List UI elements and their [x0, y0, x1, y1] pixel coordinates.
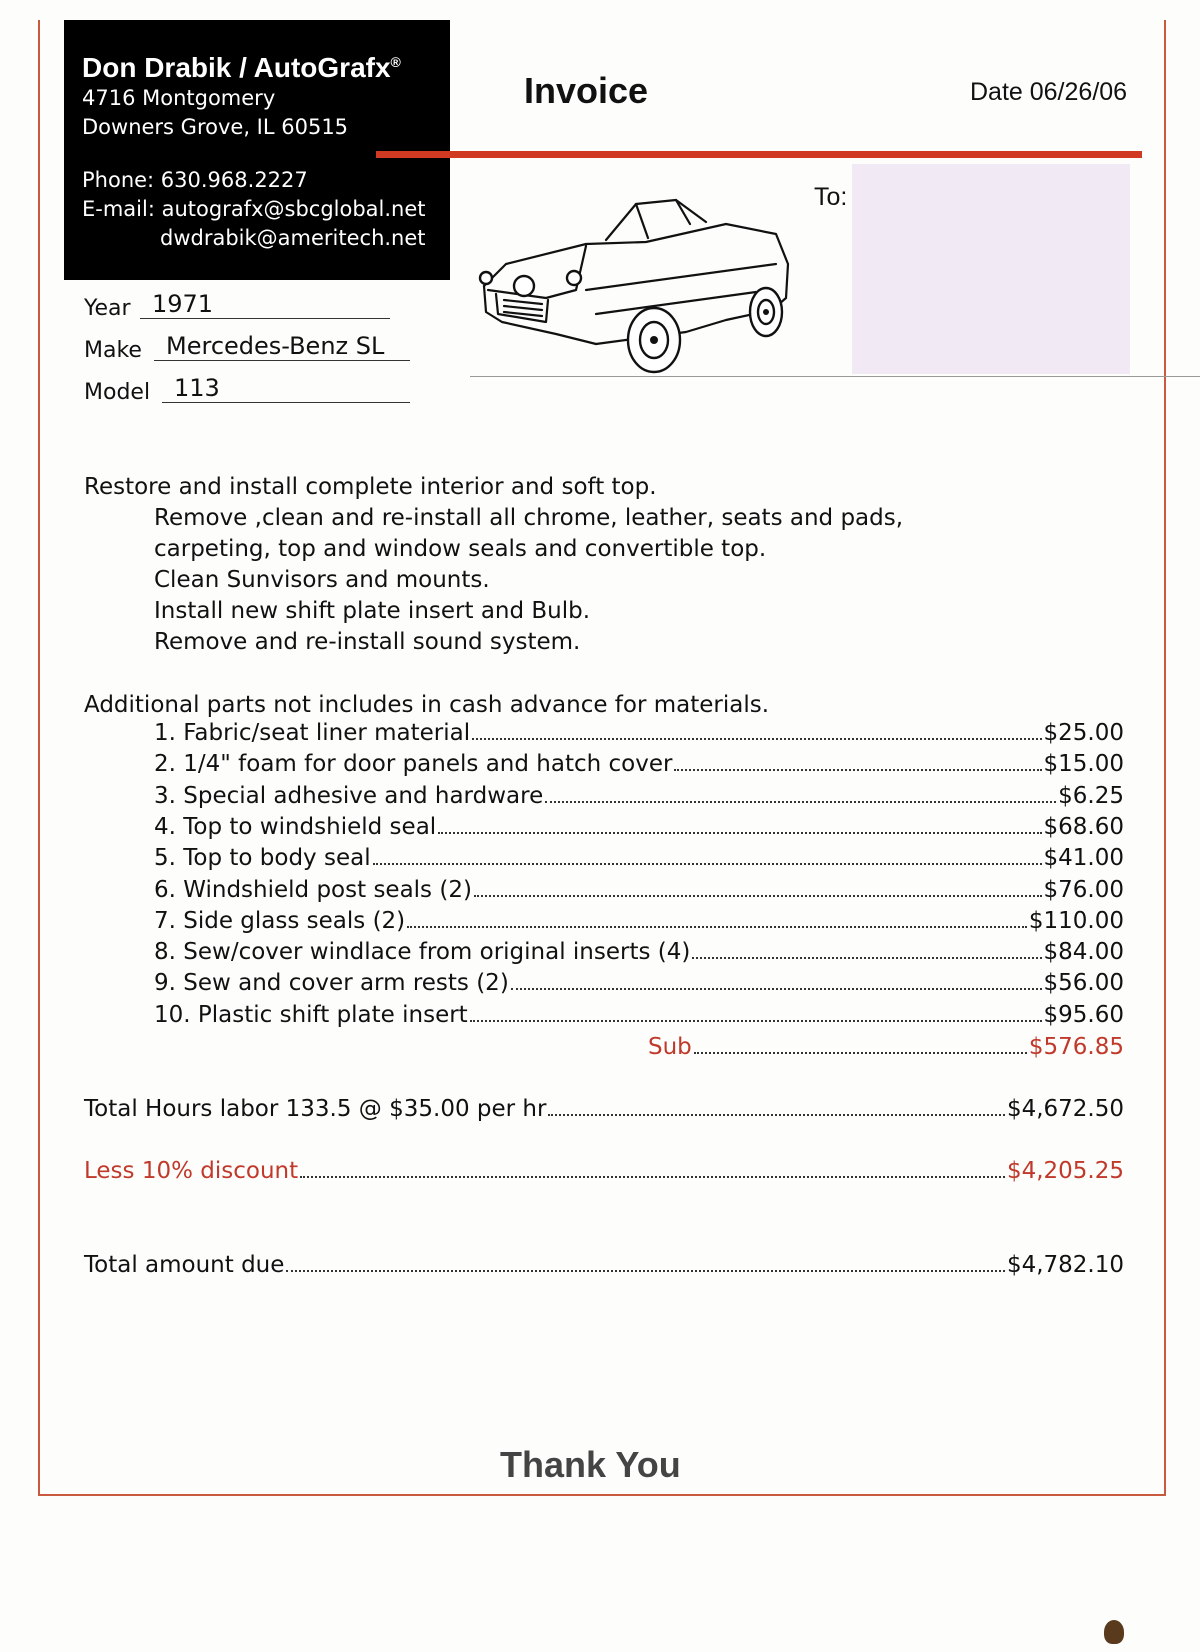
- total-label: Total amount due: [84, 1252, 285, 1278]
- part-price: $15.00: [1043, 751, 1124, 778]
- part-price: $84.00: [1043, 939, 1124, 966]
- part-row: [154, 877, 1124, 903]
- labor-value: $4,672.50: [1006, 1096, 1124, 1122]
- parts-heading: Additional parts not includes in cash advance for materials.: [84, 692, 770, 718]
- part-price: $68.60: [1043, 813, 1124, 840]
- paper-stain: [1104, 1620, 1124, 1644]
- part-row: [154, 783, 1124, 809]
- labor-label: Total Hours labor 133.5 @ $35.00 per hr: [84, 1096, 547, 1122]
- part-price: $25.00: [1043, 720, 1124, 746]
- part-price: $56.00: [1043, 970, 1124, 997]
- header-bottom-line: [470, 376, 1200, 377]
- part-label: 3. Special adhesive and hardware: [154, 782, 544, 809]
- thank-you: Thank You: [500, 1444, 681, 1485]
- part-label: 4. Top to windshield seal: [154, 813, 437, 840]
- discount-row: [84, 1158, 1124, 1184]
- part-row: [154, 1002, 1124, 1028]
- frame-bottom-line: [38, 1494, 1166, 1496]
- company-email-1: E-mail: autografx@sbcglobal.net: [82, 197, 426, 221]
- total-value: $4,782.10: [1006, 1252, 1124, 1278]
- part-label: 7. Side glass seals (2): [154, 907, 406, 934]
- company-phone: Phone: 630.968.2227: [82, 168, 308, 192]
- discount-value: $4,205.25: [1006, 1158, 1124, 1184]
- company-header: [64, 20, 450, 280]
- year-label: Year: [84, 296, 131, 321]
- part-row: [154, 751, 1124, 777]
- convertible-car-illustration: [476, 194, 796, 390]
- header-red-rule: [376, 151, 1142, 158]
- part-label: 6. Windshield post seals (2): [154, 876, 472, 903]
- part-label: 10. Plastic shift plate insert: [154, 1001, 468, 1028]
- part-row: [154, 814, 1124, 840]
- discount-label: Less 10% discount: [84, 1158, 299, 1184]
- company-address-1: 4716 Montgomery: [82, 86, 276, 110]
- subtotal-label: Sub: [648, 1034, 692, 1060]
- frame-right-line: [1164, 20, 1166, 1496]
- part-price: $41.00: [1043, 845, 1124, 872]
- part-row: [154, 908, 1124, 934]
- part-label: 8. Sew/cover windlace from original inserts (4): [154, 939, 691, 966]
- part-price: $95.60: [1043, 1001, 1124, 1028]
- part-row: [154, 939, 1124, 965]
- make-value: Mercedes-Benz SL: [154, 332, 410, 361]
- invoice-date: Date 06/26/06: [970, 78, 1128, 106]
- model-value: 113: [162, 374, 410, 403]
- work-item: Clean Sunvisors and mounts.: [154, 567, 490, 593]
- part-row: [154, 970, 1124, 996]
- subtotal-value: $576.85: [1028, 1034, 1124, 1060]
- to-label: To:: [814, 183, 848, 211]
- frame-left-line: [38, 20, 40, 1496]
- work-item: Install new shift plate insert and Bulb.: [154, 598, 591, 624]
- make-label: Make: [84, 338, 142, 363]
- company-name: Don Drabik / AutoGrafx®: [82, 52, 401, 83]
- work-heading: Restore and install complete interior and soft top.: [84, 474, 657, 500]
- part-label: 2. 1/4" foam for door panels and hatch cover: [154, 751, 673, 778]
- company-address-2: Downers Grove, IL 60515: [82, 115, 349, 139]
- work-description: [84, 472, 903, 658]
- part-label: 9. Sew and cover arm rests (2): [154, 970, 509, 997]
- year-value: 1971: [140, 290, 390, 319]
- year-field: [84, 290, 214, 321]
- labor-row: [84, 1096, 1124, 1122]
- model-label: Model: [84, 380, 151, 405]
- work-item: carpeting, top and window seals and convertible top.: [154, 536, 767, 562]
- total-row: [84, 1252, 1124, 1278]
- work-item: Remove and re-install sound system.: [154, 629, 581, 655]
- work-item: Remove ,clean and re-install all chrome, leather, seats and pads,: [154, 505, 904, 531]
- part-label: 5. Top to body seal: [154, 845, 371, 872]
- subtotal-row: [648, 1034, 1124, 1060]
- part-row: [154, 845, 1124, 871]
- part-price: $110.00: [1028, 907, 1124, 934]
- part-label: 1. Fabric/seat liner material: [154, 720, 471, 746]
- registered-mark: ®: [390, 54, 401, 70]
- company-email-2: dwdrabik@ameritech.net: [160, 226, 426, 250]
- part-row: [154, 720, 1124, 746]
- invoice-title: Invoice: [524, 70, 649, 111]
- recipient-redacted-box: [852, 164, 1130, 374]
- part-price: $76.00: [1043, 876, 1124, 903]
- make-field: [84, 332, 385, 363]
- model-field: [84, 374, 220, 405]
- part-price: $6.25: [1058, 782, 1124, 809]
